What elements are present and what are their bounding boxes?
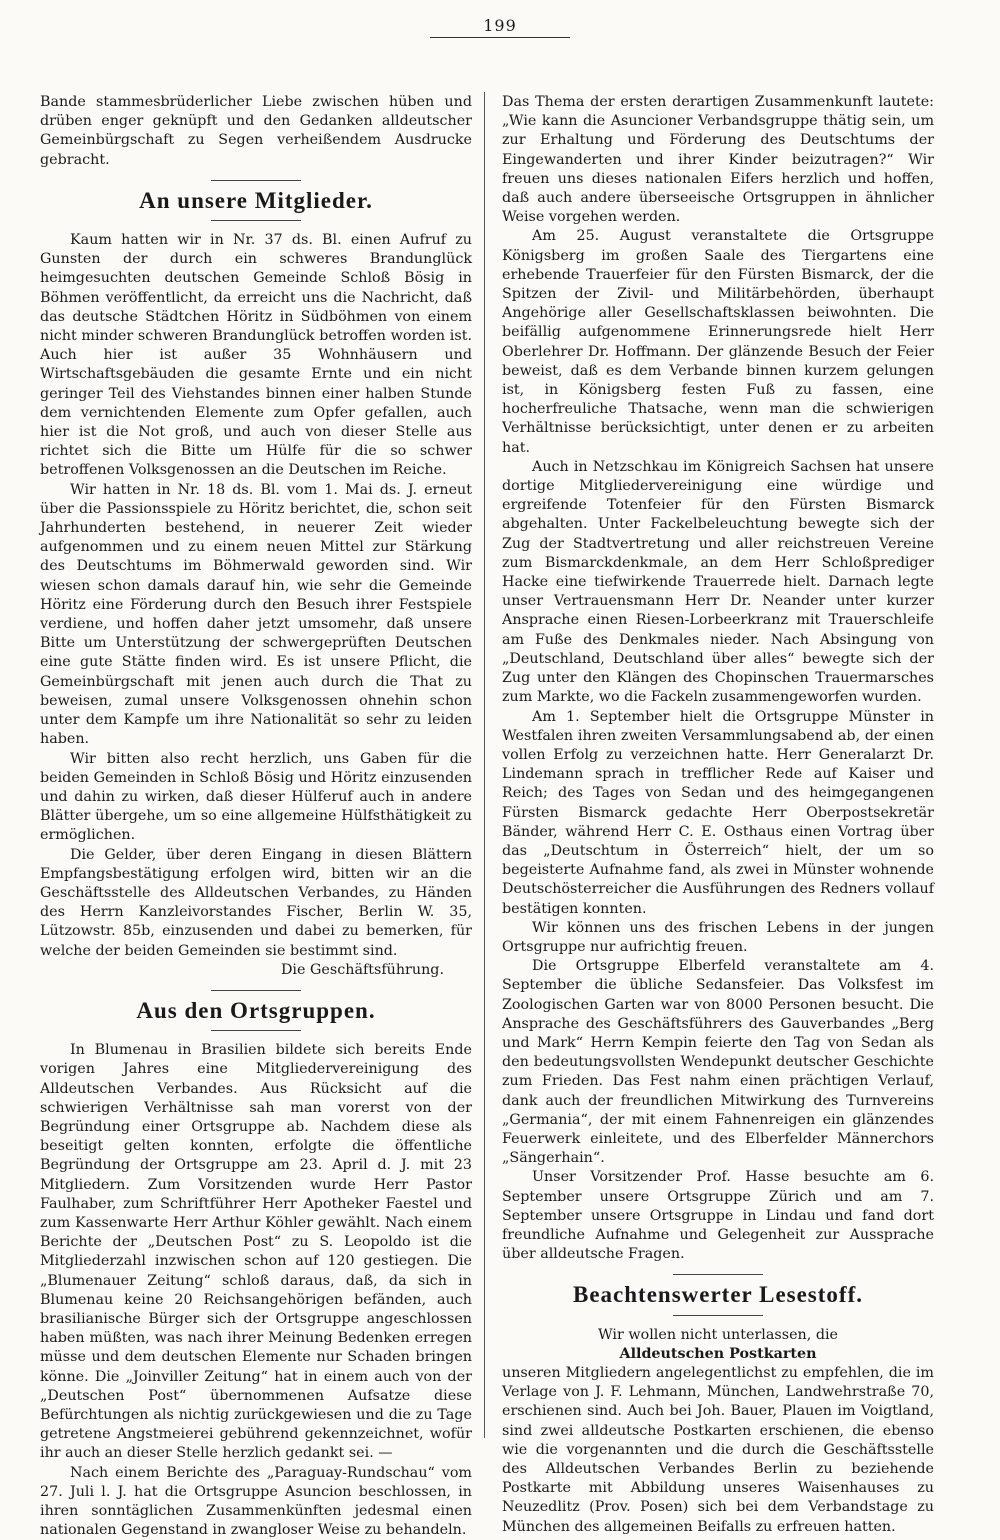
section-divider bbox=[211, 990, 301, 991]
intro-paragraph: Bande stammesbrüderlicher Liebe zwischen hüben und drüben enger geknüpft und den Gedanken alldeutscher Gemeinbürgschaft zu Segen verheißendem Ausdrucke gebracht. bbox=[40, 94, 472, 168]
section-divider bbox=[211, 1030, 301, 1031]
section-divider bbox=[211, 180, 301, 181]
paragraph: Die Gelder, über deren Eingang in diesen Blättern Empfangsbestätigung erfolgen wird, bitten wir an die Geschäftsstelle des Alldeutschen Verbandes, zu Händen des Herrn Kanzleivorstandes Fischer, Berlin W. 35, Lützowstr. 85b, einzusenden und dabei zu bemerken, für welche der beiden Gemeinden sie bestimmt sind. bbox=[40, 846, 472, 959]
paragraph: Am 1. September hielt die Ortsgruppe Münster in Westfalen ihren zweiten Versammlungsabend ab, der einen vollen Erfolg zu verzeichnen hatte. Herr Generalarzt Dr. Lindemann sprach in trefflicher Rede auf Kaiser und Reich; des Tages von Sedan und des heimgegangenen Fürsten Bismarck gedachte Herr Oberpostsekretär Bänder, während Herr C. E. Osthaus einen Vortrag über das „Deutschtum in Österreich“ hielt, der um so begeisterte Aufnahme fand, als zwei in Münster wohnende Deutschösterreicher die Ausführungen des Redners vollauf bestätigen konnten. bbox=[502, 708, 934, 917]
section-heading-ortsgruppen: Aus den Ortsgruppen. bbox=[136, 997, 376, 1023]
section-divider bbox=[673, 1315, 763, 1316]
page-number-rule bbox=[430, 37, 570, 38]
recommendation-intro: Wir wollen nicht unterlassen, die bbox=[597, 1326, 839, 1343]
paragraph: Die Ortsgruppe Elberfeld veranstaltete am 4. September die übliche Sedansfeier. Das Volksfest im Zoologischen Garten war von 8000 Personen besucht. Die Ansprache des Geschäftsführers des Gauverbandes „Berg und Mark“ Herrn Kempin feierte den Tag von Sedan als den bedeutungsvollsten Wendepunkt deutscher Geschichte zum Frieden. Das Fest nahm einen prächtigen Verlauf, dank auch der freundlichen Mitwirkung des Turnvereins „Germania“, der mit einem Fahnenreigen ein glänzendes Feuerwerk einleitete, und des Elberfelder Männerchors „Sängerhain“. bbox=[502, 958, 934, 1167]
section-heading-lesestoff: Beachtenswerter Lesestoff. bbox=[573, 1282, 863, 1308]
section-heading-mitglieder: An unsere Mitglieder. bbox=[139, 187, 373, 213]
page-number: 199 bbox=[483, 16, 517, 35]
paragraph: Wir hatten in Nr. 18 ds. Bl. vom 1. Mai ds. J. erneut über die Passionsspiele zu Höritz berichtet, die, schon seit Jahrhunderten bestehend, in neuerer Zeit wieder aufgenommen und zu einem neuen Mittel zur Stärkung des Deutschtums im Böhmerwald geworden sind. Wir wiesen schon damals darauf hin, wie sehr die Gemeinde Höritz eine Förderung durch den Besuch ihrer Festspiele verdiene, und hoffen daher jetzt umsomehr, daß unsere Bitte um Unterstützung der schwergeprüften Deutschen eine gute Stätte finden wird. Es ist unsere Pflicht, die Gemeinbürgschaft mit jenen auch durch die That zu beweisen, zumal unsere Volksgenossen ohnehin schon unter dem Kampfe um ihre Nationalität so sehr zu leiden haben. bbox=[40, 481, 472, 748]
paragraph: Auch in Netzschkau im Königreich Sachsen hat unsere dortige Mitgliedervereinigung eine würdige und ergreifende Totenfeier für den Fürsten Bismarck abgehalten. Unter Fackelbeleuchtung bewegte sich der Zug der Stadtvertretung und aller reichstreuen Vereine zum Bismarckdenkmale, an dem Herr Schloßprediger Hacke eine tiefwirkende Trauerrede hielt. Darnach legte unser Vertrauensmann Herr Dr. Neander unter kurzer Ansprache einen Riesen-Lorbeerkranz mit Trauerschleife am Fuße des Denkmales nieder. Nach Absingung von „Deutschland, Deutschland über alles“ bewegte sich der Zug unter den Klängen des Chopinschen Trauermarsches zum Markte, wo die Fackeln zusammengeworfen wurden. bbox=[502, 458, 934, 706]
paragraph: In Blumenau in Brasilien bildete sich bereits Ende vorigen Jahres eine Mitgliedervereinigung des Alldeutschen Verbandes. Aus Rücksicht auf die schwierigen Verhältnisse sah man vorerst von der Begründung einer Ortsgruppe ab. Nachdem diese als beseitigt gelten konnten, erfolgte die öffentliche Begründung der Ortsgruppe am 23. April d. J. mit 23 Mitgliedern. Zum Vorsitzenden wurde Herr Pastor Faulhaber, zum Schriftführer Herr Apotheker Faestel und zum Kassenwarte Herr Arthur Köhler gewählt. Nach einem Berichte der „Deutschen Post“ zu S. Leopoldo ist die Mitgliederzahl inzwischen schon auf 120 gestiegen. Die „Blumenauer Zeitung“ schloß daraus, daß, da sich in Blumenau keine 20 Reichsangehörigen befänden, auch brasilianische Bürger sich der Ortsgruppe angeschlossen haben müßten, was nach ihrer Meinung Bedenken erregen müsse und dem deutschen Elemente nur Schaden bringen könne. Die „Joinviller Zeitung“ hat in einem auch von der „Deutschen Post“ übernommenen Aufsatze diese Befürchtungen als nichtig zurückgewiesen und die zu Tage getretene Angstmeierei gebührend gekennzeichnet, wofür ihr auch an dieser Stelle herzlich gedankt sei. — bbox=[40, 1042, 472, 1462]
paragraph: Unser Vorsitzender Prof. Hasse besuchte am 6. September unsere Ortsgruppe Zürich und am 7. September unsere Ortsgruppe in Lindau und fand dort freundliche Aufnahme und Gelegenheit zur Aussprache über alldeutsche Fragen. bbox=[502, 1169, 934, 1263]
paragraph: Das Thema der ersten derartigen Zusammenkunft lautete: „Wie kann die Asuncioner Verbandsgruppe thätig sein, um zur Erhaltung und Förderung des Deutschtums der Eingewanderten und ihrer Kinder beizutragen?“ Wir freuen uns dieses nationalen Eifers herzlich und hoffen, daß auch andere überseeische Ortsgruppen in ähnlicher Weise vorgehen werden. bbox=[502, 94, 934, 226]
column-divider bbox=[484, 92, 485, 1438]
paragraph: Wir bitten also recht herzlich, uns Gaben für die beiden Gemeinden in Schloß Bösig und Höritz einzusenden und dahin zu wirken, daß dieser Hülferuf auch in andere Blätter übergehe, um so eine allgemeine Hülfsthätigkeit zu ermöglichen. bbox=[40, 750, 472, 844]
recommendation-title: Alldeutschen Postkarten bbox=[619, 1345, 817, 1362]
left-column bbox=[40, 93, 472, 1540]
section-divider bbox=[673, 1274, 763, 1275]
paragraph: Wir können uns des frischen Lebens in der jungen Ortsgruppe nur aufrichtig freuen. bbox=[502, 919, 934, 955]
paragraph: unseren Mitgliedern angelegentlichst zu empfehlen, die im Verlage von J. F. Lehmann, München, Landwehrstraße 70, erschienen sind. Auch bei Joh. Bauer, Plauen im Voigtland, sind zwei alldeutsche Postkarten erschienen, die ebenso wie die vorgenannten und die durch die Geschäftsstelle des Alldeutschen Verbandes Berlin zu beziehende Postkarte mit Abbildung unseres Waisenhauses zu Neuzedlitz (Prov. Posen) sich bei dem Verbandstage zu München des allgemeinen Beifalls zu erfreuen hatten. bbox=[502, 1365, 934, 1535]
right-column bbox=[502, 93, 934, 1537]
section-divider bbox=[211, 220, 301, 221]
paragraph: Kaum hatten wir in Nr. 37 ds. Bl. einen Aufruf zu Gunsten der durch ein schweres Brandunglück heimgesuchten deutschen Gemeinde Schloß Bösig in Böhmen veröffentlicht, da erreicht uns die Nachricht, daß das deutsche Städtchen Höritz in Südböhmen von einem nicht minder schweren Brandunglück betroffen worden ist. Auch hier ist außer 35 Wohnhäusern und Wirtschaftsgebäuden die gesamte Ernte und ein nicht geringer Teil des Viehstandes binnen einer halben Stunde dem vernichtenden Elemente zum Opfer gefallen, auch hier ist die Not groß, und auch von dieser Stelle aus richtet sich die Bitte um Hülfe für die so schwer betroffenen Volksgenossen an die Deutschen im Reiche. bbox=[40, 232, 472, 479]
paragraph: Nach einem Berichte des „Paraguay-Rundschau“ vom 27. Juli l. J. hat die Ortsgruppe Asuncion beschlossen, in ihren sonntäglichen Zusammenkünften jedesmal einen nationalen Gegenstand in zwangloser Weise zu behandeln. bbox=[40, 1464, 472, 1539]
signature: Die Geschäftsführung. bbox=[280, 961, 444, 978]
paragraph: Am 25. August veranstaltete die Ortsgruppe Königsberg im großen Saale des Tiergartens eine erhebende Trauerfeier für den Fürsten Bismarck, der die Spitzen der Zivil- und Militärbehörden, überhaupt Angehörige aller Gesellschaftsklassen beiwohnten. Die beifällig aufgenommene Erinnerungsrede hielt Herr Oberlehrer Dr. Hoffmann. Der glänzende Besuch der Feier beweist, daß es dem Verbande binnen kurzem gelungen ist, in Königsberg festen Fuß zu fassen, eine hocherfreuliche Thatsache, wenn man die schwierigen Verhältnisse berücksichtigt, unter denen er zu arbeiten hat. bbox=[502, 228, 934, 456]
